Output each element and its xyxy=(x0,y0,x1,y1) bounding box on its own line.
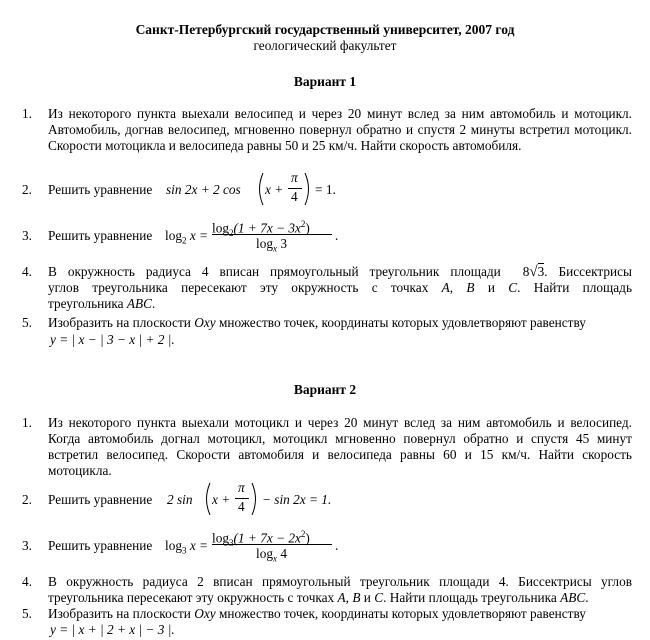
problem-number: 1. xyxy=(22,106,32,121)
log-base: 2 xyxy=(182,235,187,246)
fraction-numerator: $\log_3(1 + 7x - 2x^2)$ xyxy=(212,529,310,549)
left-paren xyxy=(256,172,264,206)
area-value: 8√3 xyxy=(522,264,545,280)
problem-prefix: Решить уравнение xyxy=(48,492,153,507)
math-expr: $\log_3 x$ = xyxy=(165,538,209,556)
fraction-numerator: π xyxy=(238,480,245,495)
problem-text: Изобразить на плоскости Oxy множество точек, координаты которых удовлетворяют равенству xyxy=(48,315,586,330)
problem-number: 1. xyxy=(22,415,32,430)
math-expr: x + xyxy=(212,492,231,507)
page-title: Санкт-Петербургский государственный университет, 2007 год xyxy=(135,22,515,37)
left-paren xyxy=(203,482,211,516)
math-expr: x + xyxy=(265,182,284,197)
problem-prefix: Решить уравнение xyxy=(48,538,153,553)
problem-number: 5. xyxy=(22,315,32,330)
variant-2-title: Вариант 2 xyxy=(293,382,357,397)
problem-number: 2. xyxy=(22,492,32,507)
math-equation: y = | x + | 2 + x | − 3 |. xyxy=(50,622,175,637)
problem-number: 3. xyxy=(22,538,32,553)
log: log xyxy=(165,228,182,243)
problem-number: 4. xyxy=(22,264,32,279)
problem-number: 3. xyxy=(22,228,32,243)
right-paren xyxy=(304,172,312,206)
math-expr xyxy=(165,228,208,249)
fraction-numerator: π xyxy=(291,170,298,185)
math-expr: − sin 2x = 1. xyxy=(262,492,332,507)
page-subtitle: геологический факультет xyxy=(253,38,397,53)
fraction-numerator: $\log_2(1 + 7x - 3x^2)$ xyxy=(212,219,310,239)
fraction-denominator: $\log_x 4$ xyxy=(256,546,287,564)
lhs-arg: x = xyxy=(189,228,209,243)
problem-text: Из некоторого пункта выехали велосипед и через 20 минут вслед за ним автомобиль и мотоцикл. Автомобиль, догнав велосипед, мгновенно повернул обратно и спустя 2 минуты встретил мотоцикл. Скорости мотоцикла и велосипеда равны 50 и 25 км/ч. Найти скорость автомобиля. xyxy=(48,106,632,153)
math-expr: = 1. xyxy=(315,182,336,197)
problem-prefix: Решить уравнение xyxy=(48,228,153,243)
period: . xyxy=(335,538,339,553)
variant-1-title: Вариант 1 xyxy=(293,74,357,89)
fraction-denominator: 4 xyxy=(291,189,298,204)
problem-number: 2. xyxy=(22,182,32,197)
problem-text: В окружность радиуса 2 вписан прямоугольный треугольник площади 4. Биссектрисы углов треугольника пересекают эту окружность с точках A, B и C. Найти площадь треугольника ABC. xyxy=(48,574,632,605)
problem-number: 5. xyxy=(22,606,32,621)
fraction-denominator: 4 xyxy=(238,499,245,514)
problem-text: В окружность радиуса 4 вписан прямоугольный треугольник площади 8√3. Биссектрисы углов треугольника пересекают эту окружность с точках A, B и C. Найти площадь треугольника ABC. xyxy=(48,264,633,311)
problem-number: 4. xyxy=(22,574,32,589)
right-paren xyxy=(251,482,259,516)
problem-text: Изобразить на плоскости Oxy множество точек, координаты которых удовлетворяют равенству xyxy=(48,606,586,621)
math-equation: y = | x − | 3 − x | + 2 |. xyxy=(50,332,175,347)
problem-prefix: Решить уравнение xyxy=(48,182,153,197)
math-expr: 2 sin xyxy=(167,492,193,507)
problem-text: Из некоторого пункта выехали мотоцикл и через 20 минут вслед за ним автомобиль и велосипед. Когда автомобиль догнал мотоцикл, мотоцикл мгновенно повернул обратно и спустя 45 минут встретил велосипед. Скорости автомобиля и велосипеда равны 60 и 15 км/ч. Найти скорость мотоцикла. xyxy=(48,415,632,478)
fraction-denominator: $\log_x 3$ xyxy=(256,236,287,254)
math-expr: sin 2x + 2 cos xyxy=(166,182,241,197)
period: . xyxy=(335,228,339,243)
